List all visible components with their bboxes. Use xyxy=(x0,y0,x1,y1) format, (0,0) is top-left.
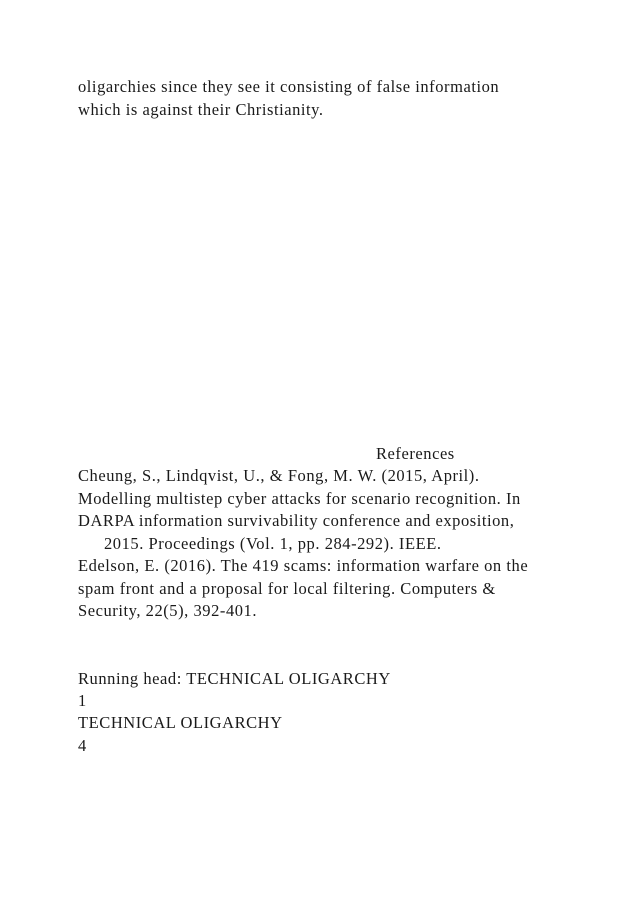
reference-line: Security, 22(5), 392-401. xyxy=(78,601,258,620)
body-text-line: which is against their Christianity. xyxy=(78,100,324,119)
body-text-line: oligarchies since they see it consisting of false information xyxy=(78,77,500,96)
document-title: TECHNICAL OLIGARCHY xyxy=(78,713,283,732)
references-heading: References xyxy=(376,444,455,463)
reference-line: 2015. Proceedings (Vol. 1, pp. 284-292). IEEE. xyxy=(104,534,442,553)
reference-line: Edelson, E. (2016). The 419 scams: information warfare on the xyxy=(78,556,529,575)
reference-line: Cheung, S., Lindqvist, U., & Fong, M. W. (2015, April). xyxy=(78,466,480,485)
running-head: Running head: TECHNICAL OLIGARCHY xyxy=(78,669,391,688)
reference-line: Modelling multistep cyber attacks for scenario recognition. In xyxy=(78,489,521,508)
page-number: 1 xyxy=(78,691,87,710)
page-number: 4 xyxy=(78,736,87,755)
reference-line: spam front and a proposal for local filtering. Computers & xyxy=(78,579,496,598)
reference-line: DARPA information survivability conference and exposition, xyxy=(78,511,515,530)
